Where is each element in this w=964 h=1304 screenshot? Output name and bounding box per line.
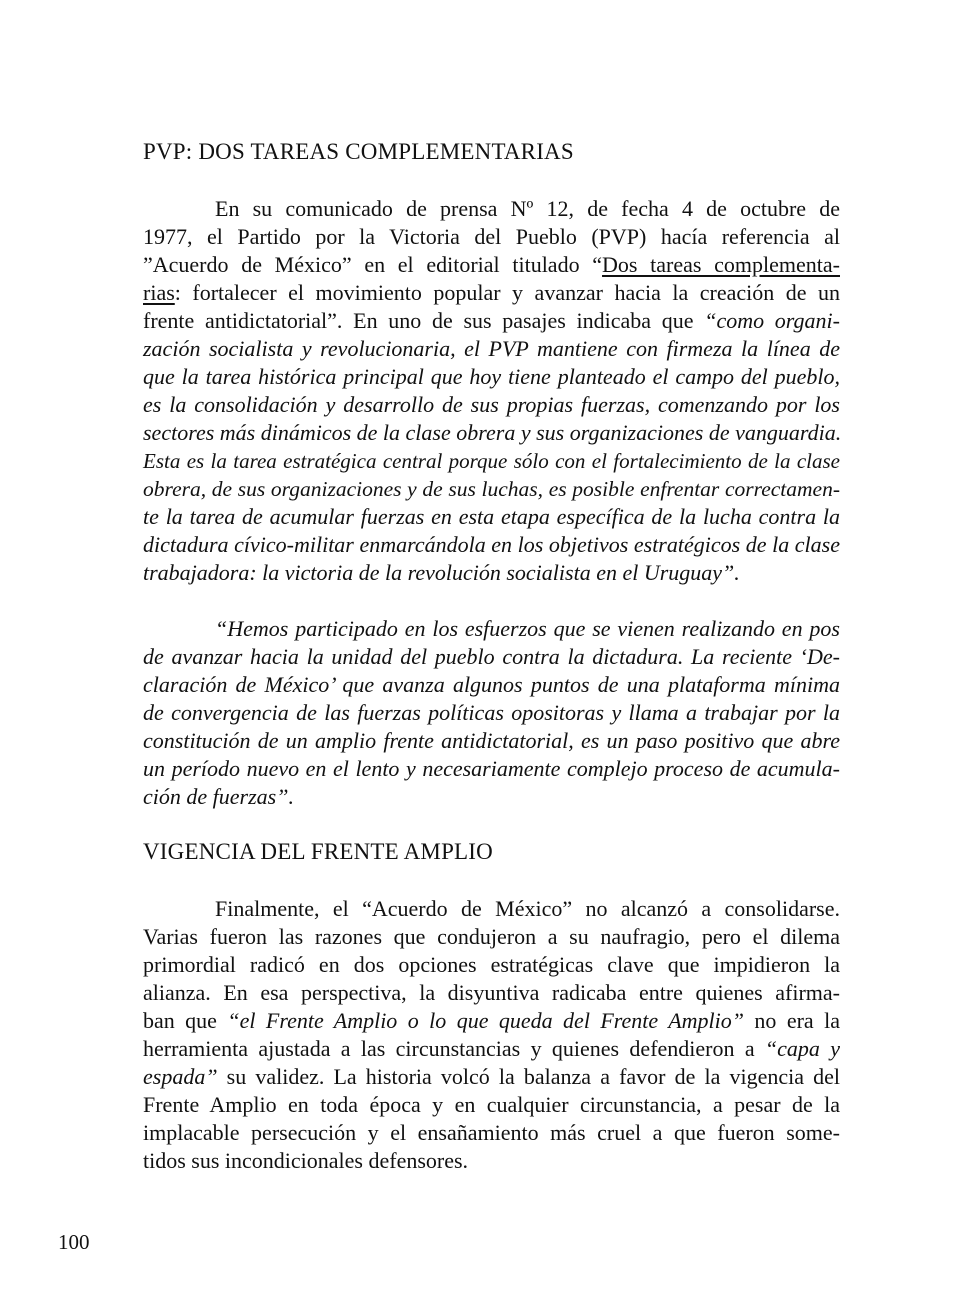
quote-line: de convergencia de las fuerzas políticas opositoras y llama a trabajar por la (143, 700, 840, 725)
paragraph-frente-amplio (143, 895, 840, 1175)
text-line: implacable persecución y el ensañamiento más cruel a que fueron some- (143, 1120, 840, 1145)
quote-segment: espada” (143, 1064, 218, 1089)
text-line (143, 1007, 840, 1035)
quote-line: zación socialista y revolucionaria, el PVP mantiene con firmeza la línea de (143, 336, 840, 361)
quote-line: dictadura cívico-militar enmarcándola en los objetivos estratégicos de la clase (143, 532, 840, 557)
quote-line: obrera, de sus organizaciones y de sus luchas, es posible enfrentar correctamen- (143, 477, 840, 501)
paragraph-pvp-communique (143, 195, 840, 587)
quote-line: te la tarea de acumular fuerzas en esta etapa específica de la lucha contra la (143, 504, 840, 529)
quote-segment: “capa y (764, 1036, 840, 1061)
quote-line: “Hemos participado en los esfuerzos que se vienen realizando en pos (215, 616, 840, 641)
quote-line: de avanzar hacia la unidad del pueblo contra la dictadura. La reciente ‘De- (143, 644, 840, 669)
text-line (143, 279, 840, 307)
text-line: Varias fueron las razones que condujeron a su naufragio, pero el dilema (143, 924, 840, 949)
text-line: primordial radicó en dos opciones estratégicas clave que impidieron la (143, 952, 840, 977)
quote-line: un período nuevo en el lento y necesariamente complejo proceso de acumula- (143, 756, 840, 781)
text-line: alianza. En esa perspectiva, la disyuntiva radicaba entre quienes afirma- (143, 980, 840, 1005)
text-segment: frente antidictatorial”. En uno de sus pasajes indicaba que (143, 308, 705, 333)
quote-line: sectores más dinámicos de la clase obrera y sus organizaciones de vanguardia. (143, 420, 842, 445)
quote-line: que la tarea histórica principal que hoy tiene planteado el campo del pueblo, (143, 364, 840, 389)
quote-line: ción de fuerzas”. (143, 784, 294, 809)
section-heading-frente-amplio: VIGENCIA DEL FRENTE AMPLIO (143, 839, 493, 864)
quote-line: constitución de un amplio frente antidictatorial, es un paso positivo que abre (143, 728, 840, 753)
quote-line: es la consolidación y desarrollo de sus propias fuerzas, comenzando por los (143, 392, 840, 417)
text-segment: ”Acuerdo de México” en el editorial titulado “ (143, 252, 603, 277)
editorial-title-underlined: rias (143, 280, 175, 305)
text-segment: ban que (143, 1008, 228, 1033)
quote-segment: “como organi- (704, 308, 840, 333)
quote-line: Esta es la tarea estratégica central porque sólo con el fortalecimiento de la clase (143, 449, 840, 473)
quote-line: trabajadora: la victoria de la revolución socialista en el Uruguay”. (143, 560, 740, 585)
text-line: tidos sus incondicionales defensores. (143, 1148, 469, 1173)
text-line: En su comunicado de prensa Nº 12, de fecha 4 de octubre de (215, 196, 840, 221)
paragraph-pvp-quote (143, 615, 840, 811)
section-heading-pvp: PVP: DOS TAREAS COMPLEMENTARIAS (143, 139, 574, 164)
page-number: 100 (58, 1230, 90, 1254)
text-line (143, 307, 840, 335)
text-line: Finalmente, el “Acuerdo de México” no alcanzó a consolidarse. (215, 896, 840, 921)
text-segment: : fortalecer el movimiento popular y avanzar hacia la creación de un (174, 280, 840, 305)
text-segment: no era la (744, 1008, 840, 1033)
quote-line: claración de México’ que avanza algunos puntos de una plataforma mínima (143, 672, 840, 697)
text-segment: herramienta ajustada a las circunstancias y quienes defendieron a (143, 1036, 765, 1061)
editorial-title-underlined: Dos tareas complementa- (602, 252, 840, 277)
text-segment: su validez. La historia volcó la balanza a favor de la vigencia del (217, 1064, 840, 1089)
text-line: Frente Amplio en toda época y en cualquier circunstancia, a pesar de la (143, 1092, 840, 1117)
text-line (143, 1035, 840, 1063)
text-line (143, 251, 840, 279)
text-line (143, 1063, 840, 1091)
text-line: 1977, el Partido por la Victoria del Pueblo (PVP) hacía referencia al (143, 224, 840, 249)
quote-segment: “el Frente Amplio o lo que queda del Frente Amplio” (227, 1008, 744, 1033)
